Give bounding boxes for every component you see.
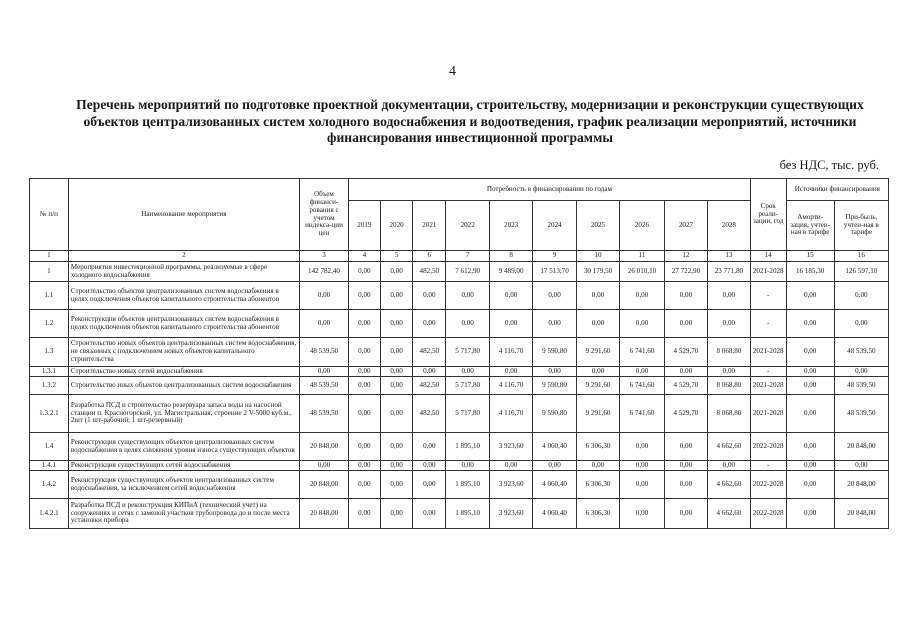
column-index-cell: 8 — [490, 251, 533, 262]
row-amortization: 0,00 — [786, 377, 834, 395]
table-row — [30, 499, 889, 529]
row-year-value: 4 060,40 — [533, 499, 577, 529]
row-year-value: 0,00 — [707, 310, 750, 338]
row-year-value: 0,00 — [380, 367, 413, 377]
header-year-2025: 2025 — [577, 201, 620, 251]
header-year-2028: 2028 — [707, 201, 750, 251]
row-year-value: 482,50 — [413, 377, 446, 395]
row-year-value: 4 116,70 — [490, 377, 533, 395]
row-year-value: 26 010,10 — [619, 262, 664, 282]
row-year-value: 6 306,30 — [577, 433, 620, 461]
column-index-cell: 7 — [446, 251, 490, 262]
row-profit: 0,00 — [834, 282, 888, 310]
column-index-cell: 12 — [664, 251, 707, 262]
column-index-cell: 15 — [786, 251, 834, 262]
header-year-2022: 2022 — [446, 201, 490, 251]
row-year-value: 4 662,60 — [707, 471, 750, 499]
row-number: 1.4.2 — [30, 471, 69, 499]
row-year-value: 7 612,90 — [446, 262, 490, 282]
row-amortization: 0,00 — [786, 461, 834, 471]
column-index-cell: 13 — [707, 251, 750, 262]
row-year-value: 0,00 — [533, 367, 577, 377]
row-year-value: 0,00 — [413, 499, 446, 529]
row-year-value: 9 590,80 — [533, 338, 577, 367]
row-year-value: 3 923,60 — [490, 433, 533, 461]
header-name: Наименование мероприятия — [68, 179, 299, 251]
table-row — [30, 282, 889, 310]
row-name: Реконструкция объектов централизованных систем водоснабжения в целях подключения объектов капитального строительства абонентов — [68, 310, 299, 338]
row-profit: 20 848,00 — [834, 499, 888, 529]
table-row — [30, 262, 889, 282]
table-row — [30, 395, 889, 433]
column-index-cell: 14 — [750, 251, 786, 262]
row-year-value: 0,00 — [446, 310, 490, 338]
row-year-value: 0,00 — [380, 338, 413, 367]
row-year-value: 0,00 — [664, 471, 707, 499]
row-year-value: 0,00 — [446, 282, 490, 310]
row-year-value: 0,00 — [349, 282, 381, 310]
row-term: - — [750, 461, 786, 471]
row-amortization: 0,00 — [786, 310, 834, 338]
row-year-value: 0,00 — [349, 310, 381, 338]
row-number: 1.4.1 — [30, 461, 69, 471]
row-name: Строительство иных объектов централизованных систем водоснабжения — [68, 377, 299, 395]
row-year-value: 9 291,60 — [577, 338, 620, 367]
row-year-value: 0,00 — [349, 262, 381, 282]
row-profit: 48 539,50 — [834, 395, 888, 433]
header-sources: Источники финансирования — [786, 179, 888, 201]
row-term: - — [750, 282, 786, 310]
row-profit: 20 848,00 — [834, 471, 888, 499]
column-index-cell: 5 — [380, 251, 413, 262]
row-volume: 20 848,00 — [299, 471, 348, 499]
row-year-value: 0,00 — [380, 310, 413, 338]
row-year-value: 6 741,60 — [619, 395, 664, 433]
row-number: 1.1 — [30, 282, 69, 310]
row-profit: 126 597,10 — [834, 262, 888, 282]
row-year-value: 0,00 — [664, 433, 707, 461]
table-row — [30, 471, 889, 499]
row-profit: 0,00 — [834, 367, 888, 377]
row-amortization: 0,00 — [786, 367, 834, 377]
table-row — [30, 310, 889, 338]
row-year-value: 0,00 — [413, 282, 446, 310]
row-year-value: 0,00 — [349, 395, 381, 433]
table-row — [30, 338, 889, 367]
row-year-value: 0,00 — [664, 310, 707, 338]
column-index-cell: 16 — [834, 251, 888, 262]
header-year-2027: 2027 — [664, 201, 707, 251]
row-term: 2021-2028 — [750, 262, 786, 282]
header-need-by-year: Потребность в финансировании по годам — [349, 179, 751, 201]
row-year-value: 8 068,80 — [707, 395, 750, 433]
row-year-value: 5 717,80 — [446, 377, 490, 395]
header-profit: При-быль, учтен-ная в тарифе — [834, 201, 888, 251]
row-year-value: 0,00 — [664, 461, 707, 471]
document-title: Перечень мероприятий по подготовке проектной документации, строительству, модернизации и реконструкции существующих объектов централизованных систем холодного водоснабжения и водоотведения, график реализации мероприятий, источники финансирования инвестиционной программы — [76, 97, 864, 145]
row-profit: 48 539,50 — [834, 338, 888, 367]
row-year-value: 6 306,30 — [577, 499, 620, 529]
header-num: № п/п — [30, 179, 69, 251]
column-index-cell: 6 — [413, 251, 446, 262]
row-name: Разработка ПСД и строительство резервуара запаса воды на насосной станции п. Красногорский, ул. Магистральная, строение 2 V-5000 куб.м., 2шт (1 шт-рабочий; 1 шт-резервный) — [68, 395, 299, 433]
row-name: Строительство новых сетей водоснабжения — [68, 367, 299, 377]
column-index-cell: 1 — [30, 251, 69, 262]
row-volume: 20 848,00 — [299, 499, 348, 529]
row-amortization: 0,00 — [786, 395, 834, 433]
header-term: Срок реали-зации, год — [750, 179, 786, 251]
row-year-value: 0,00 — [533, 461, 577, 471]
row-year-value: 8 068,80 — [707, 338, 750, 367]
row-number: 1.3.1 — [30, 367, 69, 377]
row-term: - — [750, 310, 786, 338]
header-year-2024: 2024 — [533, 201, 577, 251]
row-year-value: 1 895,10 — [446, 433, 490, 461]
column-index-cell: 9 — [533, 251, 577, 262]
row-year-value: 0,00 — [380, 499, 413, 529]
row-profit: 48 539,50 — [834, 377, 888, 395]
row-name: Мероприятия инвестиционной программы, реализуемые в сфере холодного водоснабжения — [68, 262, 299, 282]
row-name: Реконструкция существующих объектов централизованных систем водоснабжения, за исключением сетей водоснабжения — [68, 471, 299, 499]
units-note: без НДС, тыс. руб. — [779, 158, 879, 172]
row-year-value: 482,50 — [413, 262, 446, 282]
row-year-value: 1 895,10 — [446, 471, 490, 499]
row-year-value: 0,00 — [533, 282, 577, 310]
row-year-value: 0,00 — [619, 461, 664, 471]
row-name: Реконструкция существующих объектов централизованных систем водоснабжения в целях снижения уровня износа существующих объектов — [68, 433, 299, 461]
row-year-value: 6 741,60 — [619, 338, 664, 367]
row-year-value: 0,00 — [413, 471, 446, 499]
row-year-value: 0,00 — [413, 433, 446, 461]
header-amortization: Аморти-зация, учтен-ная в тарифе — [786, 201, 834, 251]
row-year-value: 0,00 — [533, 310, 577, 338]
column-index-cell: 10 — [577, 251, 620, 262]
row-amortization: 16 185,30 — [786, 262, 834, 282]
column-index-cell: 3 — [299, 251, 348, 262]
row-name: Разработка ПСД и реконструкция КИПиА (технический учет) на сооружениях и сетях с заменой участков трубопровода до и после места установки прибора — [68, 499, 299, 529]
column-index-cell: 4 — [349, 251, 381, 262]
row-year-value: 5 717,80 — [446, 338, 490, 367]
row-year-value: 30 179,50 — [577, 262, 620, 282]
row-year-value: 0,00 — [707, 367, 750, 377]
row-year-value: 0,00 — [490, 310, 533, 338]
row-volume: 142 782,40 — [299, 262, 348, 282]
row-profit: 20 848,00 — [834, 433, 888, 461]
row-year-value: 0,00 — [349, 338, 381, 367]
row-year-value: 0,00 — [707, 461, 750, 471]
row-volume: 48 539,50 — [299, 338, 348, 367]
row-year-value: 0,00 — [349, 367, 381, 377]
row-term: 2021-2028 — [750, 338, 786, 367]
row-number: 1.3 — [30, 338, 69, 367]
row-term: 2022-2028 — [750, 433, 786, 461]
row-year-value: 0,00 — [490, 282, 533, 310]
investment-program-table — [29, 178, 889, 529]
row-year-value: 0,00 — [664, 499, 707, 529]
row-year-value: 0,00 — [349, 471, 381, 499]
row-volume: 48 539,50 — [299, 395, 348, 433]
row-year-value: 9 590,80 — [533, 377, 577, 395]
row-year-value: 0,00 — [490, 461, 533, 471]
page-number: 4 — [449, 64, 456, 79]
row-volume: 0,00 — [299, 367, 348, 377]
row-term: 2022-2028 — [750, 499, 786, 529]
row-year-value: 27 722,90 — [664, 262, 707, 282]
row-term: 2021-2028 — [750, 377, 786, 395]
row-volume: 20 848,00 — [299, 433, 348, 461]
row-term: 2022-2028 — [750, 471, 786, 499]
row-volume: 0,00 — [299, 461, 348, 471]
header-year-2019: 2019 — [349, 201, 381, 251]
row-number: 1.4.2.1 — [30, 499, 69, 529]
row-year-value: 0,00 — [380, 433, 413, 461]
row-year-value: 0,00 — [380, 461, 413, 471]
row-year-value: 3 923,60 — [490, 499, 533, 529]
row-profit: 0,00 — [834, 310, 888, 338]
row-year-value: 9 489,00 — [490, 262, 533, 282]
row-year-value: 9 291,60 — [577, 377, 620, 395]
row-number: 1.4 — [30, 433, 69, 461]
row-year-value: 0,00 — [380, 262, 413, 282]
row-year-value: 9 291,60 — [577, 395, 620, 433]
row-year-value: 0,00 — [413, 367, 446, 377]
row-year-value: 0,00 — [619, 433, 664, 461]
row-term: 2021-2028 — [750, 395, 786, 433]
row-year-value: 0,00 — [490, 367, 533, 377]
row-amortization: 0,00 — [786, 338, 834, 367]
row-amortization: 0,00 — [786, 282, 834, 310]
row-number: 1.2 — [30, 310, 69, 338]
row-year-value: 0,00 — [619, 310, 664, 338]
row-year-value: 17 513,70 — [533, 262, 577, 282]
row-year-value: 0,00 — [577, 282, 620, 310]
row-year-value: 1 895,10 — [446, 499, 490, 529]
row-year-value: 0,00 — [349, 499, 381, 529]
row-year-value: 0,00 — [664, 367, 707, 377]
row-year-value: 0,00 — [349, 461, 381, 471]
row-name: Реконструкция существующих сетей водоснабжения — [68, 461, 299, 471]
row-year-value: 4 529,70 — [664, 377, 707, 395]
row-amortization: 0,00 — [786, 433, 834, 461]
row-year-value: 0,00 — [380, 395, 413, 433]
row-year-value: 0,00 — [577, 310, 620, 338]
row-year-value: 482,50 — [413, 395, 446, 433]
row-year-value: 0,00 — [664, 282, 707, 310]
row-year-value: 0,00 — [577, 367, 620, 377]
row-year-value: 8 068,80 — [707, 377, 750, 395]
row-year-value: 0,00 — [413, 461, 446, 471]
row-volume: 0,00 — [299, 310, 348, 338]
row-year-value: 0,00 — [380, 471, 413, 499]
row-year-value: 4 060,40 — [533, 471, 577, 499]
row-year-value: 0,00 — [349, 377, 381, 395]
row-year-value: 482,50 — [413, 338, 446, 367]
row-year-value: 3 923,60 — [490, 471, 533, 499]
row-year-value: 0,00 — [446, 367, 490, 377]
row-year-value: 0,00 — [619, 282, 664, 310]
row-year-value: 4 662,60 — [707, 433, 750, 461]
header-year-2026: 2026 — [619, 201, 664, 251]
row-year-value: 0,00 — [619, 367, 664, 377]
row-year-value: 0,00 — [446, 461, 490, 471]
header-year-2023: 2023 — [490, 201, 533, 251]
table-row — [30, 433, 889, 461]
row-volume: 48 539,50 — [299, 377, 348, 395]
row-number: 1.3.2 — [30, 377, 69, 395]
row-year-value: 6 306,30 — [577, 471, 620, 499]
row-year-value: 4 060,40 — [533, 433, 577, 461]
table-row — [30, 367, 889, 377]
row-number: 1 — [30, 262, 69, 282]
header-year-2020: 2020 — [380, 201, 413, 251]
row-profit: 0,00 — [834, 461, 888, 471]
row-year-value: 0,00 — [619, 499, 664, 529]
row-year-value: 4 529,70 — [664, 395, 707, 433]
row-volume: 0,00 — [299, 282, 348, 310]
table-row — [30, 461, 889, 471]
row-year-value: 6 741,60 — [619, 377, 664, 395]
row-year-value: 0,00 — [349, 433, 381, 461]
column-index-cell: 11 — [619, 251, 664, 262]
row-year-value: 4 116,70 — [490, 395, 533, 433]
row-year-value: 4 116,70 — [490, 338, 533, 367]
column-index-cell: 2 — [68, 251, 299, 262]
row-name: Строительство новых объектов централизованных систем водоснабжения, не связанных с подключением новых объектов капитального строительства — [68, 338, 299, 367]
row-number: 1.3.2.1 — [30, 395, 69, 433]
row-year-value: 0,00 — [380, 282, 413, 310]
row-year-value: 0,00 — [619, 471, 664, 499]
row-year-value: 0,00 — [577, 461, 620, 471]
header-year-2021: 2021 — [413, 201, 446, 251]
row-year-value: 0,00 — [380, 377, 413, 395]
row-year-value: 0,00 — [707, 282, 750, 310]
table-row — [30, 377, 889, 395]
row-year-value: 4 529,70 — [664, 338, 707, 367]
row-amortization: 0,00 — [786, 471, 834, 499]
row-year-value: 4 662,60 — [707, 499, 750, 529]
row-year-value: 23 771,80 — [707, 262, 750, 282]
row-name: Строительство объектов централизованных систем водоснабжения в целях подключения объектов капитального строительства абонентов — [68, 282, 299, 310]
header-volume: Объем финанси-рования с учетом индекса-ции цен — [299, 179, 348, 251]
row-amortization: 0,00 — [786, 499, 834, 529]
row-year-value: 0,00 — [413, 310, 446, 338]
row-year-value: 5 717,80 — [446, 395, 490, 433]
row-year-value: 9 590,80 — [533, 395, 577, 433]
row-term: - — [750, 367, 786, 377]
